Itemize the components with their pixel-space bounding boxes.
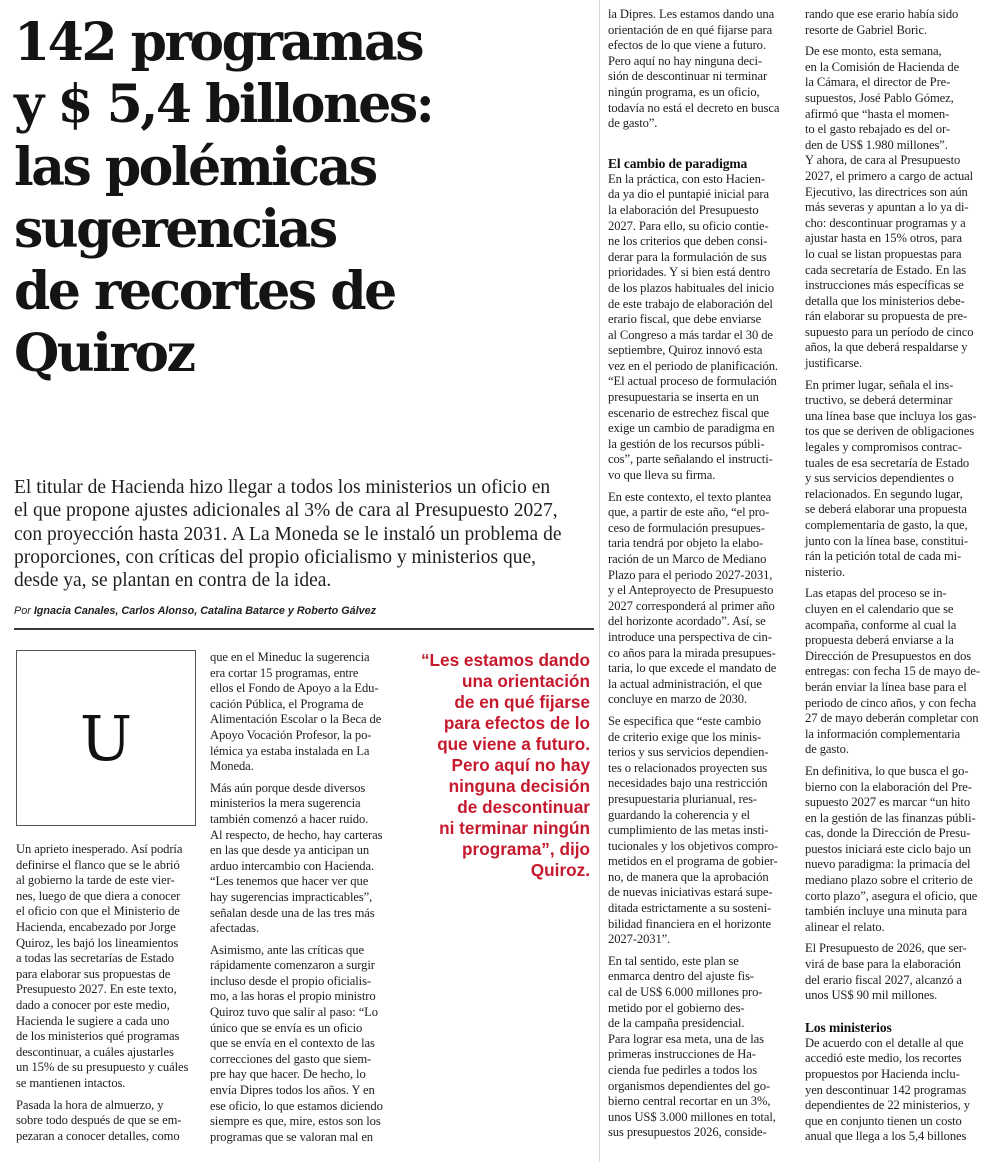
text-line: único que se envía es un oficio [210,1020,363,1035]
text-line: efectos de lo que viene a futuro. [608,38,766,53]
text-line: señalan desde una de las tres más [210,905,375,920]
text-line: de gasto”. [608,116,658,131]
text-line: ne los criterios que deben consi- [608,234,768,249]
subhead-cambio-de-paradigma: El cambio de paradigma [608,155,748,171]
text-line: cumplimiento de las metas insti- [608,823,769,838]
text-line: justificarse. [805,356,863,371]
text-line: cal de US$ 6.000 millones pro- [608,985,763,1000]
text-line: Hacienda, encabezado por Jorge [16,919,176,934]
text-line: cho: descontinuar programas y a [805,215,966,230]
text-line: ministerios la mera sugerencia [210,796,361,811]
text-line: del erario fiscal 2027, alcanzó a [805,972,962,987]
text-line: el oficio con que el Ministerio de [16,904,180,919]
text-line: tructivo, se deberá determinar [805,393,953,408]
text-line: de la campaña presidencial. [608,1016,745,1031]
text-line: sobre todo después de que se em- [16,1113,182,1128]
text-line: En primer lugar, señala el ins- [805,377,954,392]
text-line: en la gestión de las finanzas públi- [805,810,976,825]
text-line: en la Comisión de Hacienda de [805,59,960,74]
text-line: Quiroz [14,323,194,385]
text-line: ellos el Fondo de Apoyo a la Edu- [210,681,379,696]
text-line: la actual administración, el que [608,676,762,691]
paragraph [608,954,793,1141]
text-line: prioridades. Y si bien está dentro [608,265,771,280]
paragraph [805,378,990,581]
text-line: era cortar 15 programas, entre [210,665,359,680]
text-line: periodo de cinco años, y con fecha [805,695,977,710]
text-line: Quiroz. [530,860,590,880]
paragraph [16,842,198,1092]
text-line: De ese monto, esta semana, [805,44,942,59]
text-line: nisterio. [805,564,846,579]
text-line: programas que se valoran mal en [210,1129,374,1144]
text-line: 2027-2031”. [608,932,671,947]
text-line: nuevo paradigma: la primacía del [805,857,971,872]
column-3 [608,7,793,1141]
text-line: ditada estrictamente a su sosteni- [608,901,772,916]
text-line: ninguna decisión [448,776,590,796]
text-line: instrucciones más específicas se [805,278,964,293]
text-line: ese oficio, lo que estamos diciendo [210,1098,383,1113]
text-line: entregas: con fecha 15 de mayo de- [805,664,980,679]
text-line: arduo intercambio con Hacienda. [210,858,375,873]
paragraph [608,714,793,948]
text-line: proporciones, con críticas del propio oficialismo y ministerios que, [14,546,537,568]
text-line: de criterio exige que los minis- [608,729,762,744]
text-line: en las que desde ya anticipan un [210,843,370,858]
text-line: En la práctica, con esto Hacien- [608,171,765,186]
text-line: supuesto 2027 es marcar “un hito [805,795,971,810]
byline [14,605,376,617]
text-line: introduce una perspectiva de cin- [608,629,772,644]
text-line: que viene a futuro. [437,734,590,754]
text-line: nes, luego de que diera a conocer [16,888,181,903]
text-line: unos US$ 90 mil millones. [805,988,938,1003]
paragraph [608,7,793,132]
text-line: la Dipres. Les estamos dando una [608,7,775,21]
paragraph [210,650,398,775]
text-line: de en qué fijarse [454,692,590,712]
text-line: a todas las secretarías de Estado [16,951,174,966]
text-line: Quiroz tuvo que salir al paso: “Lo [210,1005,378,1020]
text-line: programa”, dijo [462,839,590,859]
text-line: la elaboración del Presupuesto [608,202,759,217]
text-line: Alimentación Escolar o la Beca de [210,712,382,727]
text-line: exige un cambio de paradigma en [608,421,775,436]
text-line: orientación de en qué fijarse para [608,22,773,37]
text-line: 27 de mayo deberán completar con [805,711,979,726]
text-line: 142 programas [14,12,423,73]
text-line: definirse el flanco que se le abrió [16,857,180,872]
text-line: de nuevas iniciativas estará supe- [608,885,773,900]
text-line: correcciones del gasto que siem- [210,1051,372,1066]
text-line: Plazo para el periodo 2027-2031, [608,567,773,582]
text-line: legales y compromisos contrac- [805,440,962,455]
text-line: terios y sus servicios dependien- [608,745,769,760]
dropcap-letter: U [79,701,133,775]
text-line: De acuerdo con el detalle al que [805,1035,964,1050]
text-line: accedió este medio, los recortes [805,1051,962,1066]
text-line: se deberá elaborar una propuesta [805,502,967,517]
text-line: pre hay que hacer. De hecho, lo [210,1067,366,1082]
pull-quote [410,650,590,881]
text-line: mediano plazo sobre el criterio de [805,873,973,888]
text-line: de gasto. [805,742,849,757]
text-line: metidos en el programa de gobier- [608,854,778,869]
text-line: co años para la mirada presupues- [608,645,776,660]
text-line: complementaria de gasto, la que, [805,518,968,532]
text-line: al gobierno la tarde de este vier- [16,873,175,888]
text-line: Se especifica que “este cambio [608,713,761,728]
text-line: taria tendrá por objeto la elabo- [608,536,764,551]
text-line: derar para la formulación de sus [608,249,767,264]
text-line: dependientes de 22 ministerios, y [805,1098,970,1113]
paragraph [805,1036,990,1145]
text-line: El titular de Hacienda hizo llegar a todos los ministerios un oficio en [14,477,551,498]
text-line: En tal sentido, este plan se [608,953,739,968]
text-line: 2027, el primero a cargo de actual [805,168,974,183]
text-line: cluyen en el calendario que se [805,601,954,616]
text-line: una orientación [462,671,590,691]
text-line: Las etapas del proceso se in- [805,586,947,601]
text-line: cos”, parte señalando el instructi- [608,452,773,467]
text-line: 2027. Para ello, su oficio contie- [608,218,769,233]
text-line: Un aprieto inesperado. Así podría [16,842,183,856]
text-line: y sus servicios dependientes o [805,471,954,486]
text-line: anual que llega a los 5,4 billones [805,1129,967,1144]
text-line: detalla que los ministerios debe- [805,293,965,308]
text-line: den de US$ 1.980 millones”. [805,137,948,152]
text-line: metido por el gobierno des- [608,1000,745,1015]
column-4 [805,7,990,1145]
subhead-los-ministerios: Los ministerios [805,1019,892,1035]
text-line: septiembre, Quiroz innovó esta [608,343,763,358]
text-line: de recortes de [14,261,395,323]
text-line: berán enviar la línea base para el [805,679,967,694]
text-line: un 15% de su presupuesto y cuáles [16,1060,189,1075]
text-line: “Les tenemos que hacer ver que [210,874,369,889]
text-line: puestos iniciará este ciclo bajo un [805,841,972,856]
text-line: incluso desde el propio oficialis- [210,973,371,988]
byline-authors: Ignacia Canales, Carlos Alonso, Catalina Batarce y Roberto Gálvez [33,605,377,617]
text-line: escenario de estrechez fiscal que [608,405,770,420]
text-line: que se envía en el contexto de las [210,1036,375,1051]
paragraph [16,1098,198,1145]
text-line: cienda fue pedirles a todos los [608,1063,758,1077]
text-line: con proyección hasta 2031. A La Moneda se le instaló un problema de [14,523,562,545]
text-line: rán elaborar su propuesta de pre- [805,309,968,324]
paragraph [805,44,990,371]
text-line: afectadas. [210,921,259,936]
text-line: Pero aquí no hay ninguna deci- [608,53,763,68]
paragraph [608,172,793,484]
text-line: que en el Mineduc la sugerencia [210,650,370,664]
text-line: Pero aquí no hay [451,755,590,775]
paragraph [210,781,398,937]
text-line: al Congreso a más tardar el 30 de [608,327,773,342]
text-line: erario fiscal, que debe enviarse [608,312,762,327]
text-line: Dirección de Presupuestos en dos [805,648,972,663]
text-line: enmarca dentro del ajuste fis- [608,969,754,984]
text-line: rando que ese erario había sido [805,7,959,21]
text-line: Apoyo Vocación Profesor, la po- [210,727,372,742]
text-line: cación Pública, el Programa de [210,696,364,711]
dropcap-box [16,650,196,826]
text-line: la gestión de los recursos públi- [608,436,765,451]
text-line: una línea base que incluya los gas- [805,408,977,423]
text-line: Para lograr esa meta, una de las [608,1031,764,1046]
text-line: “Les estamos dando [420,650,590,670]
paragraph [210,943,398,1146]
column-divider [599,0,600,1162]
paragraph [805,586,990,758]
text-line: la información complementaria [805,726,961,741]
text-line: virá de base para la elaboración [805,957,961,972]
text-line: y $ 5,4 billones: [14,74,433,136]
text-line: supuestos, José Pablo Gómez, [805,90,954,105]
text-line: hay sugerencias impracticables”, [210,889,373,904]
text-line: Quiroz, les bajó los lineamientos [16,935,179,950]
paragraph [805,7,990,38]
text-line: sugerencias [14,198,336,260]
text-line: concluye en marzo de 2030. [608,692,748,707]
text-line: de este trabajo de elaboración del [608,296,773,311]
text-line: ni terminar ningún [439,818,590,838]
text-line: descontinuar, a cuáles ajustarles [16,1044,174,1059]
text-line: no, de manera que la aprobación [608,869,769,884]
text-line: mo, a las horas el propio ministro [210,989,376,1004]
text-line: Pasada la hora de almuerzo, y [16,1097,164,1112]
text-line: ración de un Marco de Mediano [608,552,767,566]
text-line: desde ya, se plantan en contra de la idea. [14,570,332,592]
text-line: yen descontinuar 142 programas [805,1082,967,1097]
text-line: de los plazos habituales del inicio [608,280,775,295]
text-line: propuestos por Hacienda inclu- [805,1067,960,1081]
text-line: lémica ya estaba instalada en La [210,743,370,758]
paragraph [608,490,793,708]
text-line: da ya dio el puntapié inicial para [608,187,769,202]
text-line: necesidades bajo una restricción [608,776,768,791]
text-line: siempre es que, mire, estos son los [210,1114,381,1129]
text-line: años, la que deberá respaldarse y [805,340,968,355]
text-line: propuesta deberá enviarse a la [805,633,954,648]
text-line: las polémicas [14,136,376,198]
text-line: sus presupuestos 2026, conside- [608,1125,767,1140]
text-line: envía Dipres todos los años. Y en [210,1083,375,1098]
text-line: que, a partir de este año, “el pro- [608,505,770,520]
text-line: tes o relacionados proyecten sus [608,760,768,775]
text-line: para elaborar sus propuestas de [16,966,171,981]
text-line: rápidamente comenzaron a surgir [210,958,375,973]
text-line: junto con la línea base, constitui- [805,533,968,548]
text-line: “El actual proceso de formulación [608,374,777,389]
text-line: bierno central recortar en un 3%, [608,1094,771,1109]
text-line: organismos dependientes del go- [608,1078,771,1093]
text-line: cada secretaría de Estado. En las [805,262,967,277]
text-line: Presupuesto 2027. En este texto, [16,982,177,997]
text-line: afirmó que “hasta el momen- [805,106,950,121]
text-line: ningún programa, es un oficio, [608,84,760,99]
text-line: bierno con la elaboración del Pre- [805,779,972,794]
text-line: más severas y apuntan a lo ya di- [805,200,969,215]
text-line: presupuestaria se inserta en un [608,390,759,405]
text-line: to el gasto rebajado es del or- [805,122,950,137]
text-line: supuesto para un período de cinco [805,324,974,339]
text-line: unos US$ 3.000 millones en total, [608,1109,776,1124]
text-line: Moneda. [210,759,254,774]
text-line: rán la petición total de cada mi- [805,549,962,564]
text-line: de descontinuar [457,797,590,817]
text-line: Y ahora, de cara al Presupuesto [805,153,961,168]
column-1 [16,842,198,1144]
text-line: también comenzó a hacer ruido. [210,811,369,826]
text-line: tos que se deriven de obligaciones [805,424,975,439]
text-line: lo cual se listan propuestas para [805,246,962,261]
text-line: que en conjunto tienen un costo [805,1113,962,1128]
text-line: pezaran a conocer detalles, como [16,1128,180,1143]
text-line: ceso de formulación presupues- [608,520,765,535]
text-line: acompaña, conforme al cual la [805,617,957,632]
text-line: Ejecutivo, las directrices son aún [805,184,968,199]
text-line: guardando la coherencia y el [608,807,750,822]
paragraph [805,764,990,936]
text-line: corto plazo”, asegura el oficio, que [805,888,978,903]
column-2 [210,650,398,1145]
text-line: Hacienda le sugiere a cada uno [16,1013,170,1028]
paragraph [805,941,990,1003]
text-line: relacionados. En segundo lugar, [805,486,963,501]
text-line: Más aún porque desde diversos [210,780,366,795]
text-line: En este contexto, el texto plantea [608,489,772,504]
text-line: tuales de esa secretaría de Estado [805,455,970,470]
text-line: la Cámara, el director de Pre- [805,75,951,90]
text-line: para efectos de lo [443,713,590,733]
text-line: el que propone ajustes adicionales al 3% de cara al Presupuesto 2027, [14,500,558,522]
text-line: Asimismo, ante las críticas que [210,942,364,957]
text-line: sión de descontinuar ni terminar [608,69,768,84]
text-line: Al respecto, de hecho, hay carteras [210,827,383,842]
text-line: tucionales y los objetivos compro- [608,838,779,853]
text-line: también incluye una minuta para [805,904,967,919]
section-rule [14,628,594,630]
text-line: todavía no está el decreto en busca [608,100,780,115]
text-line: cas, donde la Dirección de Presu- [805,826,971,841]
text-line: vez en el periodo de planificación. [608,358,778,373]
text-line: primeras instrucciones de Ha- [608,1047,756,1062]
text-line: bilidad financiera en el horizonte [608,916,772,931]
text-line: En definitiva, lo que busca el go- [805,763,969,778]
text-line: dado a conocer por este medio, [16,997,170,1012]
text-line: de los ministerios qué programas [16,1029,180,1044]
text-line: resorte de Gabriel Boric. [805,22,927,37]
text-line: del horizonte acordado”. Así, se [608,614,766,629]
text-line: El Presupuesto de 2026, que ser- [805,941,967,956]
text-line: 2027 corresponderá al primer año [608,598,775,613]
deck-summary [14,476,594,592]
headline [14,12,594,386]
text-line: se mantienen intactos. [16,1075,126,1090]
text-line: y el Anteproyecto de Presupuesto [608,583,774,598]
byline-prefix: Por [14,605,31,617]
text-line: ajustar hasta en 15% otros, para [805,231,962,246]
text-line: vo que lleva su firma. [608,468,716,483]
text-line: presupuestaria plurianual, res- [608,791,758,806]
text-line: alinear el relato. [805,919,885,934]
text-line: taria, lo que excede el mandato de [608,661,777,676]
